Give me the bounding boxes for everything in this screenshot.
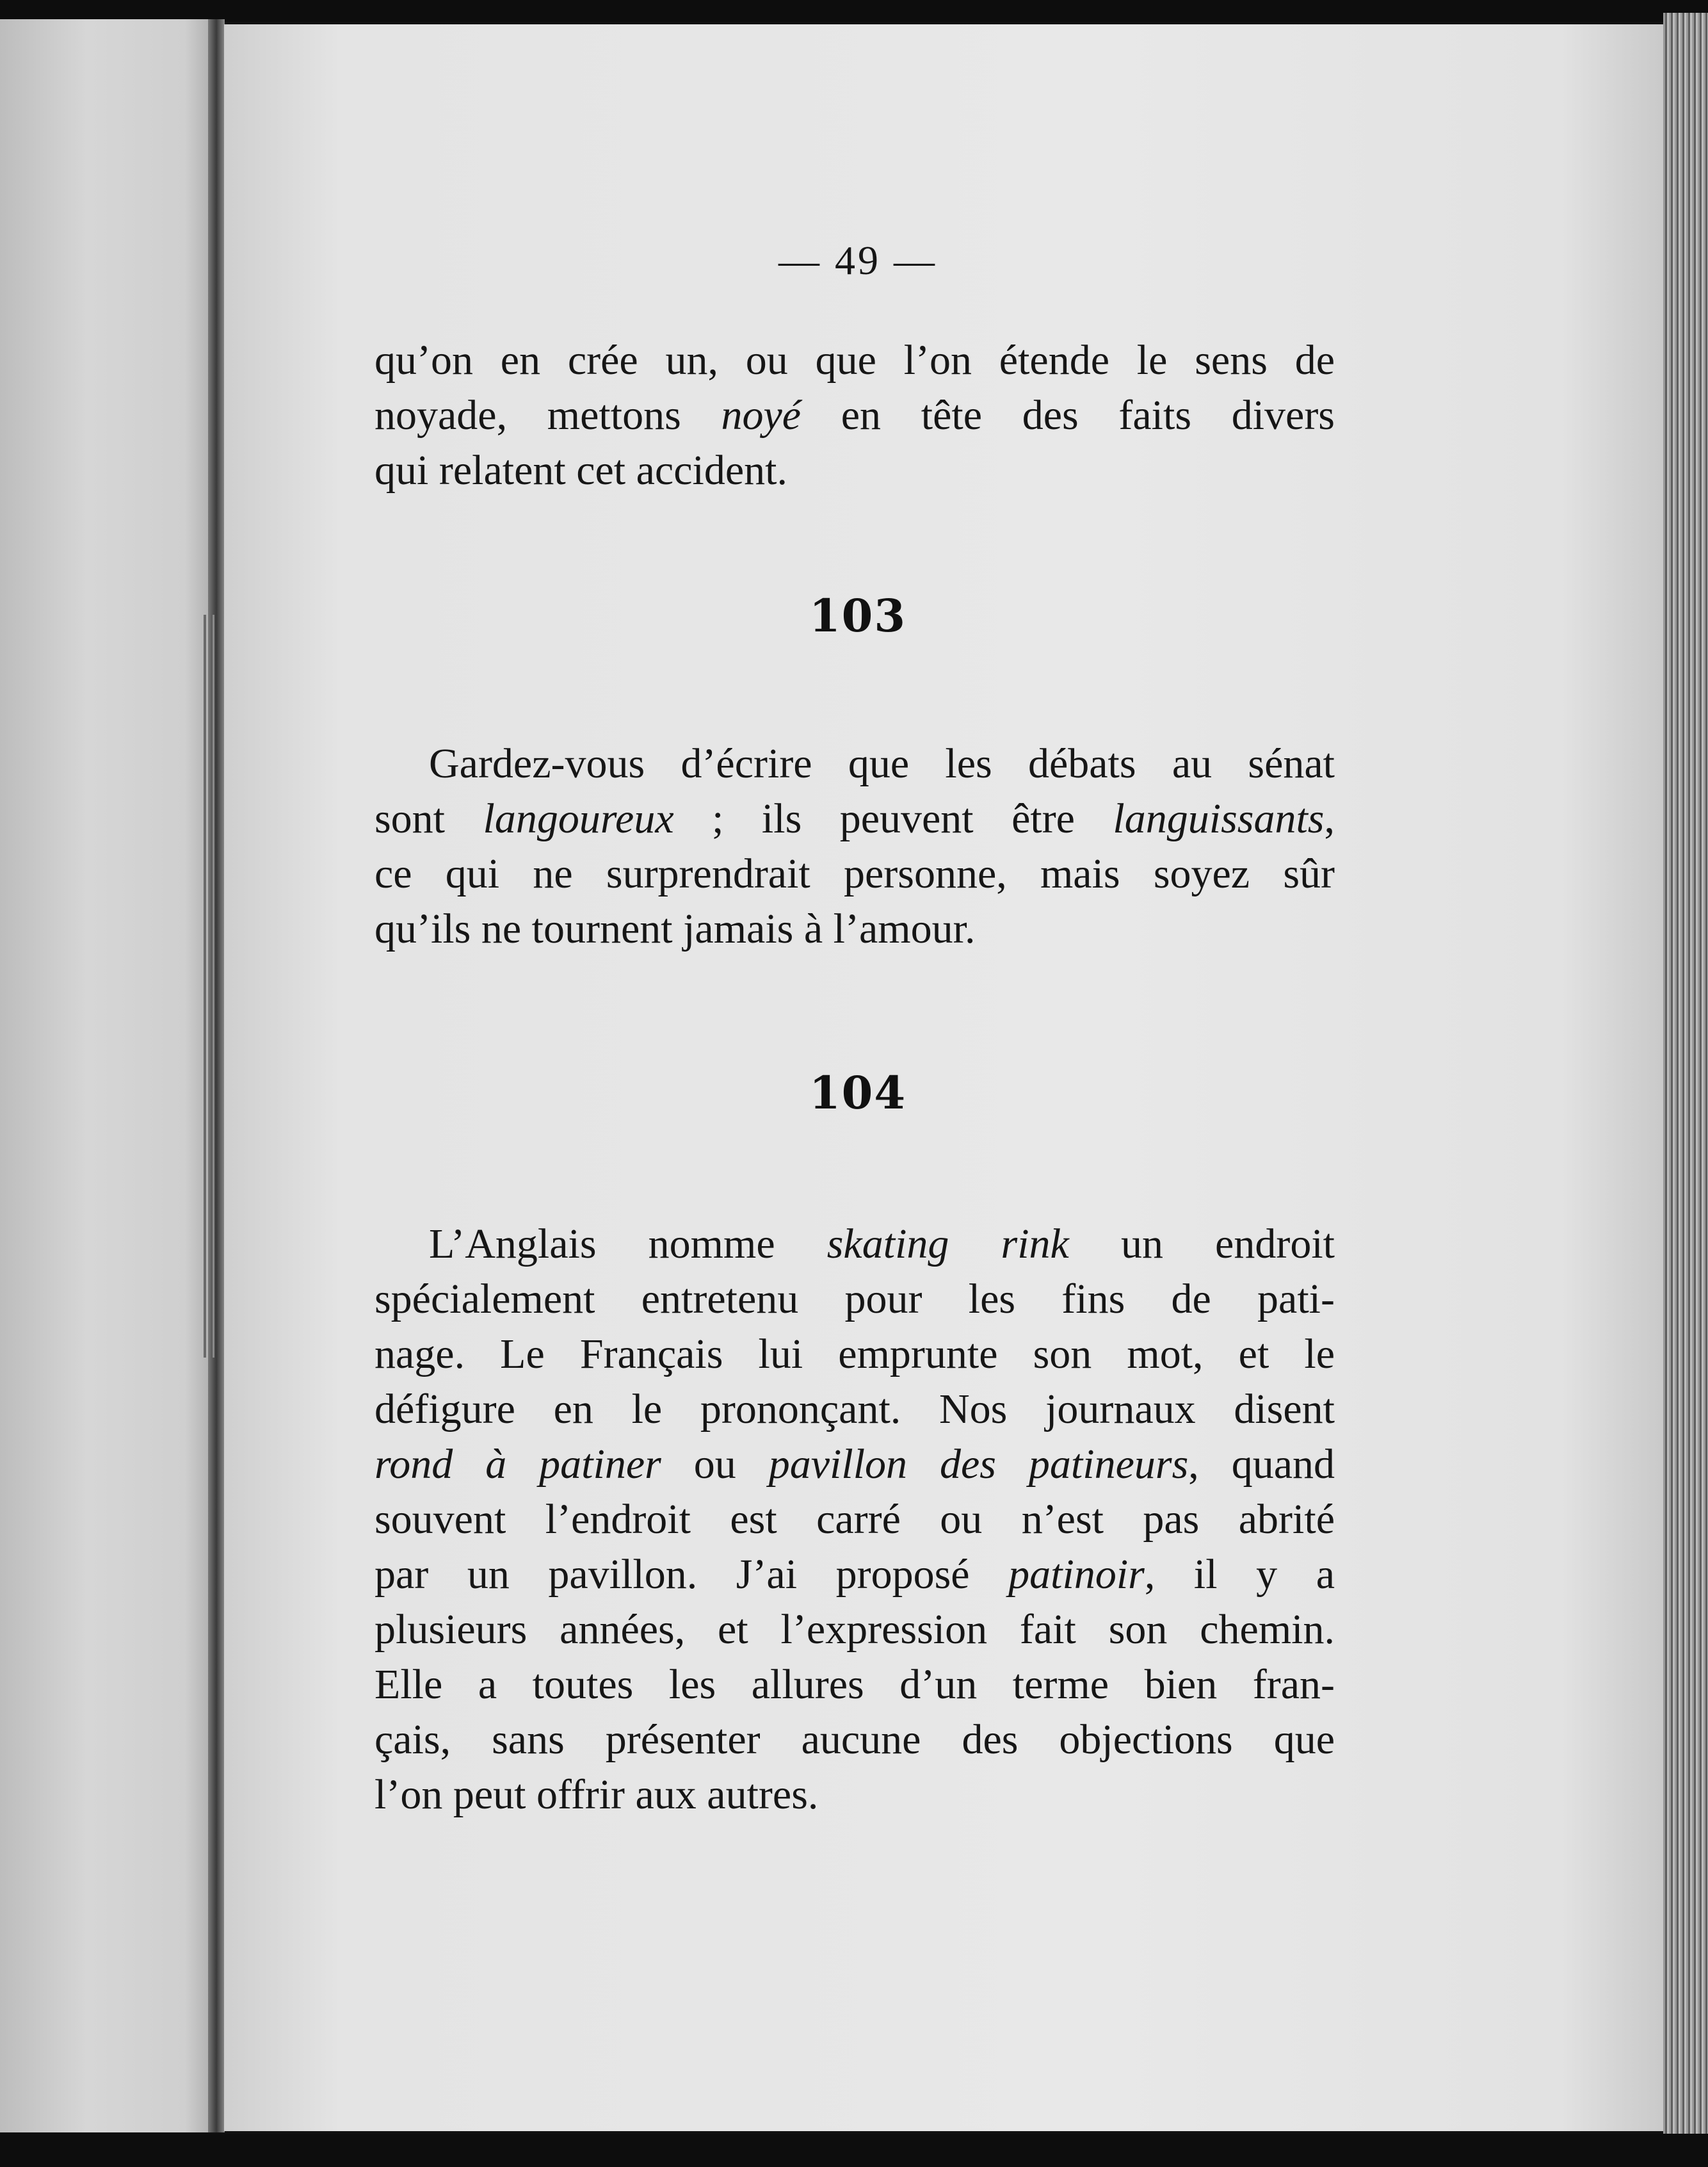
text-line: par un pavillon. J’ai proposé patinoir, il y a xyxy=(375,1551,1335,1598)
text-line: Gardez-vous d’écrire que les débats au sénat xyxy=(429,740,1335,787)
italic-term: rond à patiner xyxy=(375,1441,661,1488)
text-line: spécialement entretenu pour les fins de pati- xyxy=(375,1276,1335,1322)
text-line: ce qui ne surprendrait personne, mais soyez sûr xyxy=(375,850,1335,897)
text-line: nage. Le Français lui emprunte son mot, et le xyxy=(375,1331,1335,1377)
section-number: 104 xyxy=(809,1066,907,1119)
text-line: défigure en le prononçant. Nos journaux disent xyxy=(375,1386,1335,1432)
italic-term: languissants xyxy=(1113,795,1325,842)
section-number: 103 xyxy=(809,589,907,642)
text-line: Elle a toutes les allures d’un terme bien fran- xyxy=(375,1661,1335,1708)
italic-term: patinoir xyxy=(1008,1551,1145,1598)
text-line: souvent l’endroit est carré ou n’est pas abrité xyxy=(375,1496,1335,1543)
scan-bottom-border xyxy=(0,2134,1708,2167)
italic-term: skating rink xyxy=(826,1221,1069,1267)
text-line: rond à patiner ou pavillon des patineurs, quand xyxy=(375,1441,1335,1488)
text-line: l’on peut offrir aux autres. xyxy=(375,1771,819,1818)
section-paragraph xyxy=(375,736,1335,957)
page-number: — 49 — xyxy=(778,238,937,283)
text-line: plusieurs années, et l’expression fait son chemin. xyxy=(375,1606,1335,1653)
section-paragraph xyxy=(375,1217,1335,1822)
page-stack-edges xyxy=(1663,13,1708,2145)
italic-term: noyé xyxy=(721,392,802,439)
text-line: L’Anglais nomme skating rink un endroit xyxy=(429,1221,1335,1267)
continuation-paragraph xyxy=(375,333,1335,498)
text-line: qui relatent cet accident. xyxy=(375,447,787,494)
italic-term: langoureux xyxy=(483,795,674,842)
scan-top-border xyxy=(0,0,1708,22)
previous-page-edge xyxy=(0,19,218,2132)
italic-term: pavillon des patineurs xyxy=(768,1441,1189,1488)
text-line: sont langoureux ; ils peuvent être languissants, xyxy=(375,795,1335,842)
text-line: qu’on en crée un, ou que l’on étende le sens de xyxy=(375,337,1335,384)
text-line: qu’ils ne tournent jamais à l’amour. xyxy=(375,905,976,952)
text-line: çais, sans présenter aucune des objections que xyxy=(375,1716,1335,1763)
text-line: noyade, mettons noyé en tête des faits divers xyxy=(375,392,1335,439)
binding-fold xyxy=(204,615,214,1358)
